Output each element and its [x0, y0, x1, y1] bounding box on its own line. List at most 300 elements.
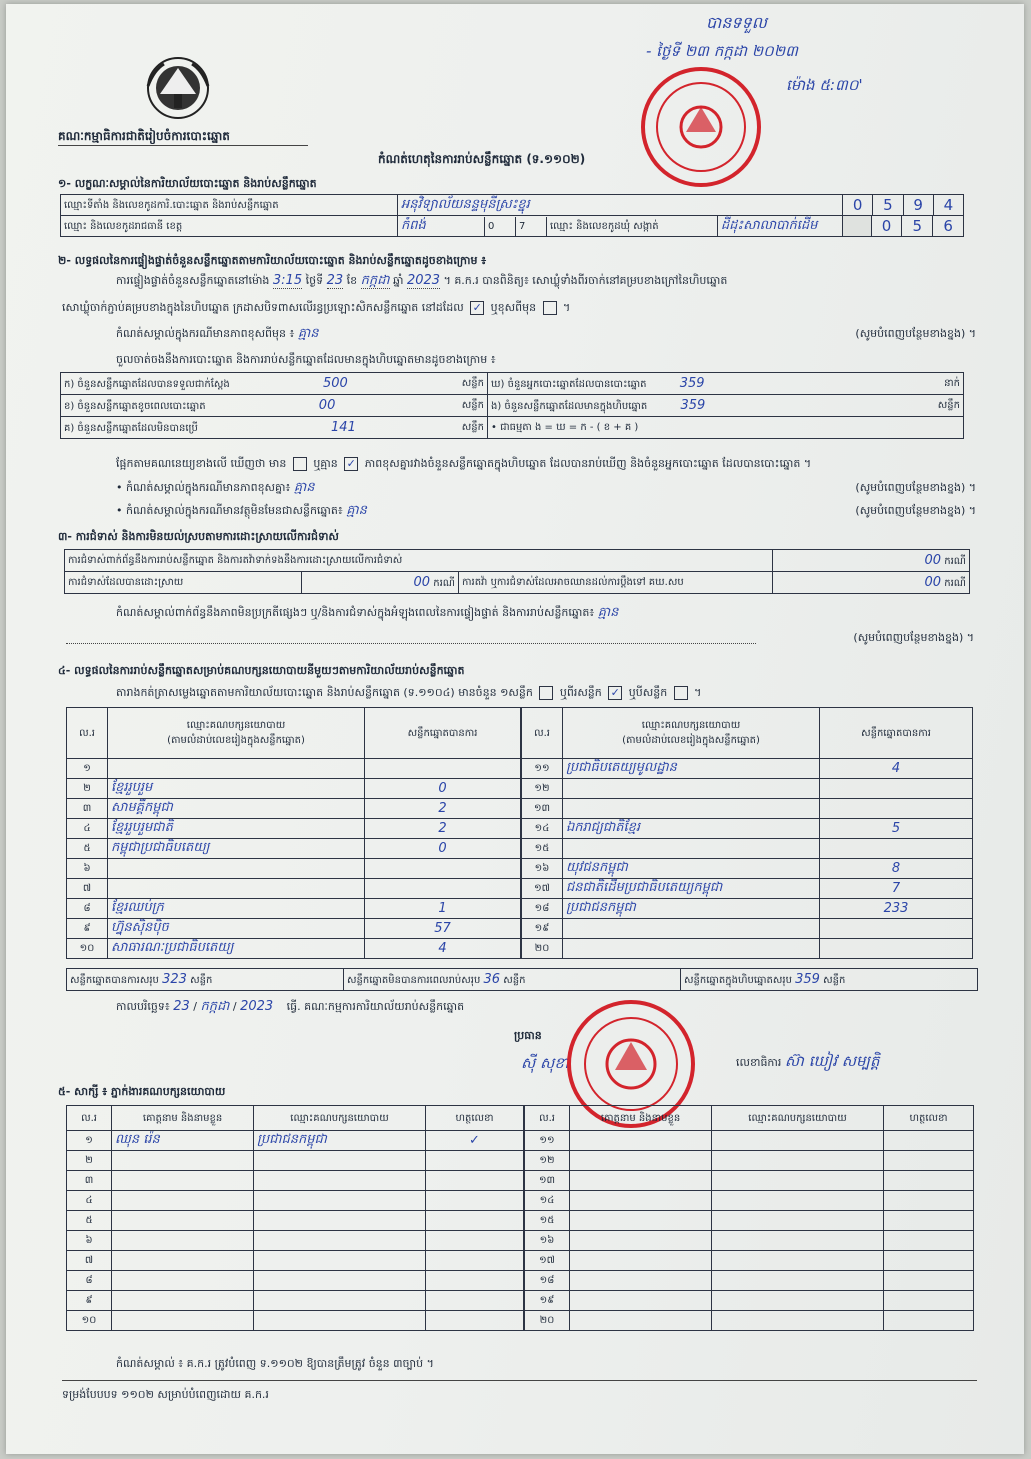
result-row: [67, 819, 521, 839]
witness-name: [570, 1311, 712, 1331]
received-stamp: [636, 62, 766, 192]
result-row: [67, 759, 521, 779]
party-name: ប្រជាធិបតេយ្យមូលដ្ឋាន: [563, 759, 820, 779]
verify-day-label: ថ្ងៃទី: [305, 274, 324, 287]
province-value: កំពង់: [401, 217, 426, 233]
witness-name: ឈុន រ៉េន: [112, 1131, 254, 1151]
section2-title: ២- លទ្ធផលនៃការផ្ទៀងផ្ទាត់ចំនួនសន្លឹកឆ្នោតតាមការិយាល័យបោះឆ្នោត និងរាប់សន្លឹកឆ្នោតដូចខាងក្រោម ៖: [58, 254, 487, 267]
witness-name: [112, 1311, 254, 1331]
witness-party: [254, 1151, 426, 1171]
witness-party: [712, 1191, 884, 1211]
witness-signature: [884, 1271, 974, 1291]
party-name: ខ្មែររួបរួមជាតិ: [108, 819, 365, 839]
row-number: ១៦: [525, 1231, 570, 1251]
unit-label: សន្លឹក: [461, 421, 484, 433]
witness-row: [525, 1151, 974, 1171]
party-votes: 7: [820, 879, 973, 899]
discrepancy-yes-checkbox[interactable]: [293, 457, 307, 471]
location-code: [843, 195, 963, 215]
party-votes: [365, 759, 521, 779]
col-name: គោត្តនាម និងនាមខ្លួន: [570, 1106, 712, 1131]
witness-signature: [884, 1131, 974, 1151]
total-box-value: 359: [795, 971, 820, 987]
witness-row: [67, 1171, 524, 1191]
fill-back-note: (សូមបំពេញបន្ថែមខាងខ្នង) ។: [855, 481, 976, 494]
col-sign: ហត្ថលេខា: [426, 1106, 524, 1131]
commission-emblem: [140, 50, 216, 126]
row-number: ១៩: [525, 1291, 570, 1311]
witness-row: [67, 1131, 524, 1151]
witness-row: [67, 1231, 524, 1251]
col-party: ឈ្មោះគណបក្សនយោបាយ: [254, 1106, 426, 1131]
cases-unit: ករណី: [433, 577, 455, 589]
formula: • ជាធម្មតា ង = ឃ = ក - ( ខ + គ ): [488, 417, 964, 439]
ballot-count-table: [60, 372, 964, 439]
row-number: ៤: [67, 1191, 112, 1211]
result-row: [522, 819, 973, 839]
code-digit: 5: [873, 195, 903, 215]
witness-party: [712, 1271, 884, 1291]
row-number: ១០: [67, 1311, 112, 1331]
witness-name: [570, 1291, 712, 1311]
witness-row: [67, 1151, 524, 1171]
row-number: ១២: [525, 1151, 570, 1171]
total-valid-label: សន្លឹកឆ្នោតបានការសរុប: [70, 974, 159, 986]
party-name: កម្ពុជាប្រជាធិបតេយ្យ: [108, 839, 365, 859]
witness-row: [525, 1191, 974, 1211]
witness-signature: [884, 1291, 974, 1311]
witness-name: [112, 1231, 254, 1251]
row-number: ១៣: [522, 799, 563, 819]
code-digit: 4: [933, 195, 963, 215]
witness-name: [570, 1131, 712, 1151]
witness-signature: [426, 1311, 524, 1331]
result-row: [522, 779, 973, 799]
witness-party: [254, 1311, 426, 1331]
three-sheet-checkbox[interactable]: [674, 686, 688, 700]
unused-value: 141: [331, 419, 356, 435]
witness-name: [112, 1151, 254, 1171]
result-row: [67, 939, 521, 959]
inbox-label: ង) ចំនួនសន្លឹកឆ្នោតដែលមានក្នុងហិបឆ្នោត: [491, 400, 648, 412]
bullet2-label: • កំណត់សម្គាល់ក្នុងករណីមានវត្ថុមិនមែនជាសន្លឹកឆ្នោត៖: [116, 504, 343, 517]
row-number: ១២: [522, 779, 563, 799]
objections-label: ការជំទាស់ពាក់ព័ន្ធនឹងការរាប់សន្លឹកឆ្នោត និងការតវ៉ាទាក់ទងនឹងការដោះស្រាយលើការជំទាស់: [65, 550, 773, 572]
unit-label: សន្លឹក: [190, 974, 213, 986]
result-row: [67, 859, 521, 879]
witness-name: [570, 1231, 712, 1251]
witness-party: [712, 1151, 884, 1171]
witness-signature: ✓: [426, 1131, 524, 1151]
witness-row: [67, 1291, 524, 1311]
witness-row: [525, 1211, 974, 1231]
unit-label: សន្លឹក: [503, 974, 526, 986]
row-number: ១៦: [522, 859, 563, 879]
witness-party: ប្រជាជនកម្ពុជា: [254, 1131, 426, 1151]
location-value: អនុវិទ្យាល័យនន្ទមុនីស្រះខ្នុរ: [398, 195, 843, 216]
col-party-sub: (តាមលំដាប់លេខរៀងក្នុងសន្លឹកឆ្នោត): [622, 735, 760, 746]
witness-signature: [426, 1271, 524, 1291]
verify-rest: ។ គ.ក.រ បានពិនិត្យ៖ សោឃ្លុំទាំងពីរចាក់នៅគម្របខាងក្រៅនៃហិបឆ្នោត: [443, 274, 728, 287]
party-name: សាធារណៈប្រជាធិបតេយ្យ: [108, 939, 365, 959]
witness-table-left: [66, 1105, 524, 1331]
col-party: ឈ្មោះគណបក្សនយោបាយ: [641, 720, 741, 731]
code-digit: 6: [933, 216, 963, 236]
province-label: ឈ្មោះ និងលេខកូដរាជធានី ខេត្ត: [64, 220, 183, 232]
result-row: [522, 839, 973, 859]
result-row: [67, 839, 521, 859]
party-votes: 2: [365, 819, 521, 839]
seal-same-checkbox[interactable]: ✓: [470, 301, 484, 315]
row-number: ២: [67, 1151, 112, 1171]
row-number: ៣: [67, 1171, 112, 1191]
witness-row: [525, 1291, 974, 1311]
col-party: ឈ្មោះគណបក្សនយោបាយ: [712, 1106, 884, 1131]
col-votes: សន្លឹកឆ្នោតបានការ: [365, 708, 521, 759]
irregularity-note: កំណត់សម្គាល់ពាក់ព័ន្ធនឹងភាពមិនប្រក្រតីផ្សេងៗ ឬ/និងការជំទាស់ក្នុងអំឡុងពេលនៃការផ្ទៀងផ្ទាត់ និងការរាប់សន្លឹកឆ្នោត៖: [116, 606, 595, 619]
party-name: ឯករាជ្យជាតិខ្មែរ: [563, 819, 820, 839]
location-label: ឈ្មោះទីតាំង និងលេខកូដការិ.បោះឆ្នោត និងរាប់សន្លឹកឆ្នោត: [61, 195, 398, 216]
col-no: ល.រ: [67, 1106, 112, 1131]
bullet2-value: គ្មាន: [346, 503, 367, 518]
witness-name: [112, 1191, 254, 1211]
col-votes: សន្លឹកឆ្នោតបានការ: [820, 708, 973, 759]
received-note-1: បានទទួល: [706, 13, 767, 32]
witness-name: [570, 1191, 712, 1211]
section1-table: [60, 194, 964, 237]
verify-time: 3:15: [272, 273, 303, 288]
unit-label: សន្លឹក: [823, 974, 846, 986]
col-name: គោត្តនាម និងនាមខ្លួន: [112, 1106, 254, 1131]
witness-row: [67, 1271, 524, 1291]
witness-signature: [884, 1251, 974, 1271]
witness-signature: [426, 1211, 524, 1231]
party-name: [108, 759, 365, 779]
party-votes: 4: [365, 939, 521, 959]
witness-row: [525, 1311, 974, 1331]
bullet1-label: • កំណត់សម្គាល់ក្នុងករណីមានភាពខុសគ្នា៖: [116, 481, 291, 494]
witness-row: [67, 1251, 524, 1271]
unit-label: សន្លឹក: [461, 377, 484, 389]
party-votes: [820, 939, 973, 959]
row-number: ២: [67, 779, 108, 799]
party-votes: [820, 779, 973, 799]
party-votes: [820, 839, 973, 859]
result-row: [522, 759, 973, 779]
witness-row: [525, 1251, 974, 1271]
result-row: [522, 859, 973, 879]
witness-party: [712, 1131, 884, 1151]
result-row: [67, 919, 521, 939]
party-name: [108, 879, 365, 899]
seal-diff-label: ឬខុសពីមុន: [490, 301, 537, 314]
row-number: ៦: [67, 1231, 112, 1251]
two-sheet-checkbox[interactable]: ✓: [608, 686, 622, 700]
party-votes: 2: [365, 799, 521, 819]
commune-value: ដីដុះសាលាបាក់ដើម: [717, 216, 842, 237]
witness-signature: [426, 1151, 524, 1171]
committee-label: ធ្វើ. គណៈកម្មការការិយាល័យរាប់សន្លឹកឆ្នោត: [286, 1000, 465, 1013]
received-value: 500: [322, 375, 348, 391]
row-number: ១៤: [522, 819, 563, 839]
party-name: ខ្មែររួបរួម: [108, 779, 365, 799]
party-name: ខ្មែរឈប់ក្រ: [108, 899, 365, 919]
form-footer: ទម្រង់បែបបទ ១១០២ សម្រាប់បំពេញដោយ គ.ក.រ: [62, 1388, 269, 1401]
tally-intro: តារាងកត់ត្រាសម្លេងឆ្នោតតាមការិយាល័យបោះឆ្នោត និងរាប់សន្លឹកឆ្នោត (ទ.១១០៤) មានចំនួន ១សន្លឹក: [116, 686, 533, 699]
witness-party: [254, 1271, 426, 1291]
witness-signature: [426, 1251, 524, 1271]
witness-row: [67, 1191, 524, 1211]
fill-back-note: (សូមបំពេញបន្ថែមខាងខ្នង) ។: [855, 504, 976, 517]
seal-diff-checkbox[interactable]: [543, 301, 557, 315]
party-votes: 4: [820, 759, 973, 779]
row-number: ១៨: [525, 1271, 570, 1291]
result-row: [522, 939, 973, 959]
witness-party: [712, 1311, 884, 1331]
col-sign: ហត្ថលេខា: [884, 1106, 974, 1131]
witness-party: [712, 1291, 884, 1311]
row-number: ៨: [67, 899, 108, 919]
row-number: ៧: [67, 1251, 112, 1271]
section4-title: ៤- លទ្ធផលនៃការរាប់សន្លឹកឆ្នោតសម្រាប់គណបក្សនយោបាយនីមួយៗតាមការិយាល័យរាប់សន្លឹកឆ្នោត: [58, 664, 465, 677]
witness-party: [254, 1291, 426, 1311]
discrepancy-no-checkbox[interactable]: ✓: [344, 457, 358, 471]
witness-name: [570, 1271, 712, 1291]
witness-party: [254, 1191, 426, 1211]
document-page: គណៈកម្មាធិការជាតិរៀបចំការបោះឆ្នោត កំណត់ហេតុនៃការរាប់សន្លឹកឆ្នោត (ទ.១១០២) បានទទួល - ថ្ងៃទី ២៣ កក្កដា ២០២៣ ម៉ោង ៥:៣០' ១- លក្ខណៈសម្គាល់នៃការិយាល័យបោះឆ្នោត និងរាប់សន្លឹកឆ្នោត ឈ្មោះទីតាំង និងលេខកូដការិ.បោះឆ្នោត និងរាប់សន្លឹកឆ្នោត អនុវិទ្យាល័យនន្ទមុនីស្រះខ្នុរ 0 5 9 4 ឈ្មោះ និងលេខកូដរាជធានី ខេត្ត កំពង់ 0 7 ឈ្មោះ និងលេខកូដឃុំ សង្កាត់ ដីដុះសាលាបាក់ដើម 0 5 6 ២- លទ្ធផលនៃការផ្ទៀងផ្ទាត់ចំនួនសន្លឹកឆ្នោតតាមការិយាល័យបោះឆ្នោត និងរាប់សន្លឹកឆ្នោតដូចខាងក្រោម ៖ ការផ្ទៀងផ្ទាត់ចំនួនសន្លឹកឆ្នោតនៅម៉ោង 3:15 ថ្ងៃទី 23 ខែ កក្កដា ឆ្នាំ 2023 ។ គ.ក.រ បានពិនិត្យ៖ សោឃ្លុំទាំងពីរចាក់នៅគម្របខាងក្រៅនៃហិបឆ្នោត សោឃ្លុំចាក់ភ្ជាប់គម្របខាងក្នុងនៃហិបឆ្នោត ក្រដាសបិទពាសលើរន្ធប្រឡោះសិកសន្លឹកឆ្នោត នៅដដែល ✓ ឬខុសពីមុន ។ កំណត់សម្គាល់ក្នុងករណីមានភាពខុសពីមុន ៖ គ្មាន (សូមបំពេញបន្ថែមខាងខ្នង) ។ ចួលចាត់ចងនឹងការបោះឆ្នោត និងការរាប់សន្លឹកឆ្នោតដែលមានក្នុងហិបឆ្នោតមានដូចខាងក្រោម ៖ ក) ចំនួនសន្លឹកឆ្នោតដែលបានទទួលជាក់ស្តែង 500 សន្លឹក ឃ) ចំនួនអ្នកបោះឆ្នោតដែលបានបោះឆ្នោត 359 នាក់ ខ) ចំនួនសន្លឹកឆ្នោតខូចពេលបោះឆ្នោត 00 សន្លឹក ង) ចំនួនសន្លឹកឆ្នោតដែលមានក្នុងហិបឆ្នោត 359 សន្លឹក គ) ចំនួនសន្លឹកឆ្នោតដែលមិនបានប្រើ 141 សន្លឹក • ជាធម្មតា ង = ឃ = ក - ( ខ + គ ) ផ្អែកតាមគណនេយ្យខាងលើ ឃើញថា មាន ឬគ្មាន ✓ ភាពខុសគ្នារវាងចំនួនសន្លឹកឆ្នោតក្នុងហិបឆ្នោត ដែលបានរាប់ឃើញ និងចំនួនអ្នកបោះឆ្នោត ដែលបានបោះឆ្នោត ។ • កំណត់សម្គាល់ក្នុងករណីមានភាពខុសគ្នា៖ គ្មាន (សូមបំពេញបន្ថែមខាងខ្នង) ។ • កំណត់សម្គាល់ក្នុងករណីមានវត្ថុមិនមែនជាសន្លឹកឆ្នោត៖ គ្មាន (សូមបំពេញបន្ថែមខាងខ្នង) ។ ៣- ការជំទាស់ និងការមិនយល់ស្របតាមការដោះស្រាយលើការជំទាស់ ការជំទាស់ពាក់ព័ន្ធនឹងការរាប់សន្លឹកឆ្នោត និងការតវ៉ាទាក់ទងនឹងការដោះស្រាយលើការជំទាស់ 00 ករណី ការជំទាស់ដែលបានដោះស្រាយ 00 ករណី ការតវ៉ា ឬការជំទាស់ដែលអាចឈានដល់ការប្តឹងទៅ គឃ.សប 00 ករណី កំណត់សម្គាល់ពាក់ព័ន្ធនឹងភាពមិនប្រក្រតីផ្សេងៗ ឬ/និងការជំទាស់ក្នុងអំឡុងពេលនៃការផ្ទៀងផ្ទាត់ និងការរាប់សន្លឹកឆ្នោត៖ គ្មាន (សូមបំពេញបន្ថែមខាងខ្នង) ។ ៤- លទ្ធផលនៃការរាប់សន្លឹកឆ្នោតសម្រាប់គណបក្សនយោបាយនីមួយៗតាមការិយាល័យរាប់សន្លឹកឆ្នោត តារាងកត់ត្រាសម្លេងឆ្នោតតាមការិយាល័យបោះឆ្នោត និងរាប់សន្លឹកឆ្នោត (ទ.១១០៤) មានចំនួន ១សន្លឹក ឬពីរសន្លឹក ✓ ឬបីសន្លឹក ។ ល.រ ឈ្មោះគណបក្សនយោបាយ (តាមលំដាប់លេខរៀងក្នុងសន្លឹកឆ្នោត) សន្លឹកឆ្នោតបានការ ១ ២ ខ្មែររួបរួម 0 ៣ សាមគ្គីកម្ពុជា 2 ៤ ខ្មែររួបរួមជាតិ 2 ៥ កម្ពុជាប្រជាធិបតេយ្យ 0 ៦ ៧ ៨ ខ្មែរឈប់ក្រ 1 ៩ ហ្វ៊ុនស៊ិនប៉ិច 57 ១០ សាធារណៈប្រជាធិបតេយ្យ 4 ល.រ ឈ្មោះគណបក្សនយោបាយ (តាមលំដាប់លេខរៀងក្នុងសន្លឹកឆ្នោត) សន្លឹកឆ្នោតបានការ ១១ ប្រជាធិបតេយ្យមូលដ្ឋាន 4 ១២ ១៣ ១៤ ឯករាជ្យជាតិខ្មែរ 5 ១៥ ១៦ យុវជនកម្ពុជា 8 ១៧ ជនជាតិដើមប្រជាធិបតេយ្យកម្ពុជា 7 ១៨ ប្រជាជនកម្ពុជា 233 ១៩ ២០ សន្លឹកឆ្នោតបានការសរុប 323 សន្លឹក សន្លឹកឆ្នោតមិនបានការពេលរាប់សរុប 36 សន្លឹក សន្លឹកឆ្នោតក្នុងហិបឆ្នោតសរុប 359 សន្លឹក កាលបរិច្ឆេទ៖ 23 / កក្កដា / 2023 ធ្វើ. គណៈកម្មការការិយាល័យរាប់សន្លឹកឆ្នោត ប្រធាន ស៊ី សុខា លេខាធិការ ស៊ា ឃៀវ សម្បត្តិ ៥- សាក្សី ៖ ភ្នាក់ងារគណបក្សនយោបាយ ល.រ គោត្តនាម និងនាមខ្លួន ឈ្មោះគណបក្សនយោបាយ ហត្ថលេខា ១ ឈុន រ៉េន ប្រជាជនកម្ពុជា ✓ ២ ៣ ៤ ៥ ៦ ៧ ៨ ៩ ១០ ល.រ គោត្តនាម និងនាមខ្លួន ឈ្មោះគណបក្សនយោបាយ ហត្ថលេខា ១១ ១២ ១៣ ១៤ ១៥ ១៦ ១៧ ១៨ ១៩ ២០ កំណត់សម្គាល់ ៖ គ.ក.រ ត្រូវបំពេញ ទ.១១០២ ឱ្យបានត្រឹមត្រូវ ចំនួន ៣ច្បាប់ ។ ទម្រង់បែបបទ ១១០២ សម្រាប់បំពេញដោយ គ.ក.រ: [6, 4, 1024, 1454]
seal-text: សោឃ្លុំចាក់ភ្ជាប់គម្របខាងក្នុងនៃហិបឆ្នោត ក្រដាសបិទពាសលើរន្ធប្រឡោះសិកសន្លឹកឆ្នោត នៅដដែល: [62, 301, 464, 314]
commission-name: គណៈកម្មាធិការជាតិរៀបចំការបោះឆ្នោត: [58, 129, 230, 143]
result-row: [67, 799, 521, 819]
row-number: ១៣: [525, 1171, 570, 1191]
section3-title: ៣- ការជំទាស់ និងការមិនយល់ស្របតាមការដោះស្រាយលើការជំទាស់: [58, 530, 339, 543]
one-sheet-checkbox[interactable]: [539, 686, 553, 700]
party-votes: 57: [365, 919, 521, 939]
result-row: [522, 919, 973, 939]
witness-name: [112, 1271, 254, 1291]
witness-name: [112, 1251, 254, 1271]
party-votes: [365, 879, 521, 899]
objections-table: [64, 549, 970, 594]
code-digit: 9: [903, 195, 933, 215]
witness-row: [67, 1311, 524, 1331]
total-valid-value: 323: [162, 971, 187, 987]
chair-label: ប្រធាន: [514, 1029, 542, 1042]
section1-title: ១- លក្ខណៈសម្គាល់នៃការិយាល័យបោះឆ្នោត និងរាប់សន្លឹកឆ្នោត: [58, 177, 317, 190]
result-row: [67, 899, 521, 919]
party-votes: 233: [820, 899, 973, 919]
witness-signature: [426, 1171, 524, 1191]
date-month: កក្កដា: [200, 999, 230, 1014]
inbox-value: 359: [680, 397, 706, 413]
col-no: ល.រ: [522, 708, 563, 759]
row-number: ៨: [67, 1271, 112, 1291]
row-number: ១៨: [522, 899, 563, 919]
province-digit: 0: [485, 217, 516, 236]
party-votes: [365, 859, 521, 879]
witness-name: [112, 1211, 254, 1231]
row-number: ១១: [525, 1131, 570, 1151]
result-row: [522, 899, 973, 919]
row-number: ៦: [67, 859, 108, 879]
witness-name: [570, 1171, 712, 1191]
received-label: ក) ចំនួនសន្លឹកឆ្នោតដែលបានទទួលជាក់ស្តែង: [64, 378, 230, 390]
witness-signature: [884, 1231, 974, 1251]
code-digit: 5: [902, 216, 933, 236]
received-note-2: - ថ្ងៃទី ២៣ កក្កដា ២០២៣: [646, 42, 798, 60]
row-number: ១៩: [522, 919, 563, 939]
verify-month-label: ខែ: [346, 274, 358, 287]
witness-signature: [426, 1231, 524, 1251]
objections-value: 00: [924, 552, 942, 568]
witness-signature: [426, 1191, 524, 1211]
chair-name: ស៊ី សុខា: [521, 1054, 569, 1072]
witness-row: [525, 1271, 974, 1291]
party-name: ប្រជាជនកម្ពុជា: [563, 899, 820, 919]
verify-month: កក្កដា: [360, 273, 390, 288]
witness-signature: [884, 1191, 974, 1211]
witness-party: [712, 1231, 884, 1251]
witness-party: [712, 1171, 884, 1191]
witness-name: [112, 1171, 254, 1191]
party-votes: 0: [365, 839, 521, 859]
witness-party: [254, 1211, 426, 1231]
row-number: ២០: [522, 939, 563, 959]
witness-party: [712, 1251, 884, 1271]
row-number: ១០: [67, 939, 108, 959]
row-number: ១៥: [525, 1211, 570, 1231]
row-number: ១៥: [522, 839, 563, 859]
unit-label: នាក់: [944, 377, 960, 389]
witness-row: [525, 1171, 974, 1191]
col-no: ល.រ: [525, 1106, 570, 1131]
province-digit: 7: [516, 217, 547, 236]
party-name: សាមគ្គីកម្ពុជា: [108, 799, 365, 819]
discrepancy-rest: ភាពខុសគ្នារវាងចំនួនសន្លឹកឆ្នោតក្នុងហិបឆ្នោត ដែលបានរាប់ឃើញ និងចំនួនអ្នកបោះឆ្នោត ដែលបានបោះឆ្នោត ។: [364, 457, 812, 470]
party-votes: 8: [820, 859, 973, 879]
party-name: ជនជាតិដើមប្រជាធិបតេយ្យកម្ពុជា: [563, 879, 820, 899]
unused-label: គ) ចំនួនសន្លឹកឆ្នោតដែលមិនបានប្រើ: [64, 422, 198, 434]
row-number: ២០: [525, 1311, 570, 1331]
three-sheet-label: ឬបីសន្លឹក: [628, 686, 668, 699]
appeal-label: ការតវ៉ា ឬការជំទាស់ដែលអាចឈានដល់ការប្តឹងទៅ គឃ.សប: [459, 572, 773, 594]
total-invalid-value: 36: [483, 971, 501, 987]
row-number: ៩: [67, 1291, 112, 1311]
appeal-value: 00: [924, 574, 942, 590]
witness-row: [525, 1231, 974, 1251]
unit-label: សន្លឹក: [461, 399, 484, 411]
discrepancy-text: ផ្អែកតាមគណនេយ្យខាងលើ ឃើញថា មាន: [116, 457, 287, 470]
form-title: កំណត់ហេតុនៃការរាប់សន្លឹកឆ្នោត (ទ.១១០២): [378, 152, 586, 166]
ballot-intro: ចួលចាត់ចងនឹងការបោះឆ្នោត និងការរាប់សន្លឹកឆ្នោតដែលមានក្នុងហិបឆ្នោតមានដូចខាងក្រោម ៖: [116, 353, 496, 366]
fill-back-note: (សូមបំពេញបន្ថែមខាងខ្នង) ។: [853, 631, 974, 644]
row-number: ១: [67, 1131, 112, 1151]
discrepancy-no-label: ឬគ្មាន: [313, 457, 338, 470]
witness-party: [712, 1211, 884, 1231]
party-name: [563, 799, 820, 819]
party-name: [563, 779, 820, 799]
secretary-label: លេខាធិការ: [736, 1056, 782, 1069]
witness-row: [67, 1211, 524, 1231]
row-number: ៣: [67, 799, 108, 819]
result-row: [67, 779, 521, 799]
witness-row: [525, 1131, 974, 1151]
irregularity-value: គ្មាន: [597, 605, 619, 620]
col-party-sub: (តាមលំដាប់លេខរៀងក្នុងសន្លឹកឆ្នោត): [167, 735, 305, 746]
verify-text: ការផ្ទៀងផ្ទាត់ចំនួនសន្លឹកឆ្នោតនៅម៉ោង: [116, 274, 270, 287]
party-votes: 5: [820, 819, 973, 839]
col-party: ឈ្មោះគណបក្សនយោបាយ: [186, 720, 286, 731]
results-table-left: [66, 707, 521, 959]
witness-signature: [426, 1291, 524, 1311]
code-digit: 0: [871, 216, 902, 236]
party-name: ហ្វ៊ុនស៊ិនប៉ិច: [108, 919, 365, 939]
party-votes: [820, 919, 973, 939]
bullet1-value: គ្មាន: [293, 480, 315, 495]
date-label: កាលបរិច្ឆេទ៖: [116, 1000, 170, 1013]
diff-note-tail: (សូមបំពេញបន្ថែមខាងខ្នង) ។: [855, 327, 976, 340]
witness-signature: [884, 1151, 974, 1171]
party-votes: [820, 799, 973, 819]
witness-signature: [884, 1311, 974, 1331]
result-row: [67, 879, 521, 899]
row-number: ៩: [67, 919, 108, 939]
row-number: ១: [67, 759, 108, 779]
witness-signature: [884, 1171, 974, 1191]
results-totals: [66, 968, 978, 991]
spoiled-value: 00: [318, 397, 336, 413]
witness-name: [570, 1151, 712, 1171]
witness-party: [254, 1251, 426, 1271]
commune-code: [843, 216, 963, 236]
two-sheet-label: ឬពីរសន្លឹក: [559, 686, 602, 699]
total-box-label: សន្លឹកឆ្នោតក្នុងហិបឆ្នោតសរុប: [684, 974, 792, 986]
verify-year-label: ឆ្នាំ: [393, 274, 404, 287]
row-number: ១១: [522, 759, 563, 779]
cases-unit: ករណី: [944, 555, 966, 567]
party-votes: 0: [365, 779, 521, 799]
resolved-value: 00: [413, 574, 431, 590]
row-number: ៧: [67, 879, 108, 899]
witness-party: [254, 1231, 426, 1251]
party-votes: 1: [365, 899, 521, 919]
resolved-label: ការជំទាស់ដែលបានដោះស្រាយ: [65, 572, 302, 594]
row-number: ១៧: [522, 879, 563, 899]
result-row: [522, 799, 973, 819]
voters-label: ឃ) ចំនួនអ្នកបោះឆ្នោតដែលបានបោះឆ្នោត: [491, 378, 647, 390]
section5-title: ៥- សាក្សី ៖ ភ្នាក់ងារគណបក្សនយោបាយ: [58, 1085, 226, 1098]
footer-note: កំណត់សម្គាល់ ៖ គ.ក.រ ត្រូវបំពេញ ទ.១១០២ ឱ្យបានត្រឹមត្រូវ ចំនួន ៣ច្បាប់ ។: [116, 1357, 434, 1370]
party-name: [563, 839, 820, 859]
witness-signature: [884, 1211, 974, 1231]
cases-unit: ករណី: [944, 577, 966, 589]
voters-value: 359: [679, 375, 705, 391]
verify-year: 2023: [406, 273, 441, 288]
party-name: [108, 859, 365, 879]
unit-label: សន្លឹក: [937, 399, 960, 411]
date-year: 2023: [240, 999, 274, 1014]
party-name: [563, 939, 820, 959]
total-invalid-label: សន្លឹកឆ្នោតមិនបានការពេលរាប់សរុប: [347, 974, 481, 986]
commune-label: ឈ្មោះ និងលេខកូដឃុំ សង្កាត់: [550, 220, 659, 232]
diff-note-label: កំណត់សម្គាល់ក្នុងករណីមានភាពខុសពីមុន ៖: [116, 327, 295, 340]
verify-day: 23: [326, 273, 344, 288]
row-number: ១៤: [525, 1191, 570, 1211]
witness-party: [254, 1171, 426, 1191]
col-no: ល.រ: [67, 708, 108, 759]
received-note-3: ម៉ោង ៥:៣០': [786, 76, 863, 94]
code-digit: 0: [843, 195, 873, 215]
